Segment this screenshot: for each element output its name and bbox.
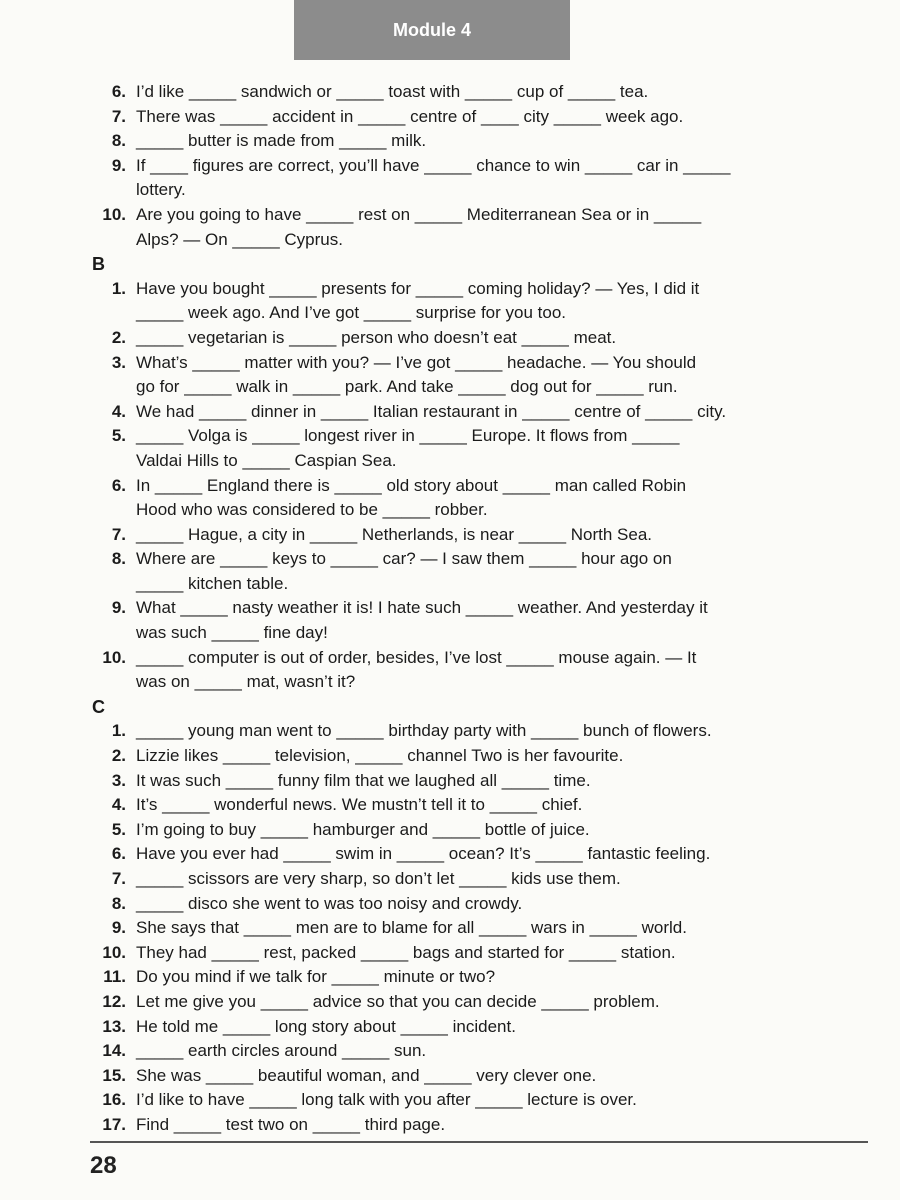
sentence-line: Lizzie likes _____ television, _____ channel Two is her favourite.	[136, 746, 624, 766]
sentence-line: She was _____ beautiful woman, and _____ very clever one.	[136, 1065, 597, 1085]
section-letter: B	[92, 254, 105, 275]
exercise-item	[90, 129, 850, 154]
item-sentence	[136, 1015, 850, 1040]
section-letter: C	[92, 696, 105, 717]
sentence-line: They had _____ rest, packed _____ bags and started for _____ station.	[136, 942, 676, 962]
item-number: 17.	[102, 1114, 126, 1134]
sentence-line: Are you going to have _____ rest on _____ Mediterranean Sea or in _____	[136, 204, 702, 224]
item-sentence	[136, 793, 850, 818]
item-number: 12.	[102, 991, 126, 1011]
exercise-item	[90, 793, 850, 818]
item-sentence	[136, 1039, 850, 1064]
sentence-line: was such _____ fine day!	[136, 623, 328, 643]
item-number: 9.	[111, 155, 126, 175]
exercise-item	[90, 1039, 850, 1064]
item-sentence	[136, 867, 850, 892]
exercise-item	[90, 474, 850, 523]
sentence-line: We had _____ dinner in _____ Italian restaurant in _____ centre of _____ city.	[136, 401, 727, 421]
sentence-line: Where are _____ keys to _____ car? — I saw them _____ hour ago on	[136, 549, 672, 569]
item-sentence	[136, 941, 850, 966]
sentence-line: I’d like to have _____ long talk with you after _____ lecture is over.	[136, 1090, 637, 1110]
item-sentence	[136, 203, 850, 252]
item-number: 14.	[102, 1041, 126, 1061]
item-number: 6.	[111, 82, 126, 101]
sentence-line: Find _____ test two on _____ third page.	[136, 1114, 446, 1134]
exercise-item	[90, 547, 850, 596]
item-number: 4.	[111, 795, 126, 815]
sentence-line: Let me give you _____ advice so that you can decide _____ problem.	[136, 991, 660, 1011]
item-sentence	[136, 547, 850, 596]
sentence-line: lottery.	[136, 180, 186, 200]
exercise-item	[90, 1064, 850, 1089]
item-sentence	[136, 80, 850, 105]
sentence-line: Do you mind if we talk for _____ minute or two?	[136, 967, 496, 987]
item-sentence	[136, 154, 850, 203]
exercise-item	[90, 1015, 850, 1040]
exercise-item	[90, 1088, 850, 1113]
exercise-item	[90, 1113, 850, 1138]
sentence-line: _____ scissors are very sharp, so don’t let _____ kids use them.	[136, 869, 621, 888]
item-sentence	[136, 596, 850, 645]
item-number: 7.	[111, 524, 126, 544]
module-header-tab	[294, 0, 570, 60]
module-title: Module 4	[392, 19, 471, 40]
footer-divider	[90, 1141, 868, 1143]
exercise-item	[90, 818, 850, 843]
item-number: 7.	[111, 106, 126, 126]
item-number: 2.	[111, 327, 126, 347]
item-number: 6.	[111, 475, 126, 495]
exercise-item	[90, 154, 850, 203]
sentence-line: Have you ever had _____ swim in _____ ocean? It’s _____ fantastic feeling.	[136, 844, 711, 864]
item-sentence	[136, 744, 850, 769]
sentence-line: I’d like _____ sandwich or _____ toast with _____ cup of _____ tea.	[136, 82, 649, 101]
sentence-line: _____ vegetarian is _____ person who doesn’t eat _____ meat.	[136, 327, 617, 347]
sentence-line: There was _____ accident in _____ centre of ____ city _____ week ago.	[136, 106, 684, 126]
sentence-line: _____ butter is made from _____ milk.	[136, 131, 427, 151]
exercise-item	[90, 769, 850, 794]
item-sentence	[136, 842, 850, 867]
sentence-line: It’s _____ wonderful news. We mustn’t tell it to _____ chief.	[136, 795, 583, 815]
item-number: 4.	[111, 401, 126, 421]
exercise-item	[90, 646, 850, 695]
item-number: 3.	[111, 770, 126, 790]
item-number: 7.	[111, 869, 126, 888]
exercise-item	[90, 965, 850, 990]
item-sentence	[136, 326, 850, 351]
item-sentence	[136, 474, 850, 523]
item-number: 10.	[102, 942, 126, 962]
item-sentence	[136, 1088, 850, 1113]
item-sentence	[136, 818, 850, 843]
sentence-line: She says that _____ men are to blame for all _____ wars in _____ world.	[136, 918, 687, 938]
sentence-line: was on _____ mat, wasn’t it?	[136, 672, 356, 692]
exercise-item	[90, 596, 850, 645]
sentence-line: _____ kitchen table.	[136, 573, 289, 593]
exercise-section	[90, 252, 850, 695]
item-number: 16.	[102, 1090, 126, 1110]
exercise-item	[90, 105, 850, 130]
exercise-item	[90, 326, 850, 351]
item-number: 9.	[111, 598, 126, 618]
item-number: 10.	[102, 204, 126, 224]
item-sentence	[136, 1064, 850, 1089]
sentence-line: What _____ nasty weather it is! I hate such _____ weather. And yesterday it	[136, 598, 708, 618]
item-sentence	[136, 719, 850, 744]
exercise-content	[90, 80, 850, 1138]
item-sentence	[136, 990, 850, 1015]
item-sentence	[136, 769, 850, 794]
sentence-line: _____ computer is out of order, besides, I’ve lost _____ mouse again. — It	[136, 647, 697, 667]
item-sentence	[136, 892, 850, 917]
item-sentence	[136, 646, 850, 695]
item-number: 8.	[111, 549, 126, 569]
sentence-line: Have you bought _____ presents for _____ coming holiday? — Yes, I did it	[136, 278, 700, 298]
item-number: 10.	[102, 647, 126, 667]
sentence-line: He told me _____ long story about _____ incident.	[136, 1016, 516, 1036]
sentence-line: _____ week ago. And I’ve got _____ surprise for you too.	[136, 303, 567, 323]
item-number: 11.	[103, 967, 126, 987]
item-sentence	[136, 916, 850, 941]
sentence-line: _____ young man went to _____ birthday party with _____ bunch of flowers.	[136, 721, 712, 741]
item-number: 3.	[111, 352, 126, 372]
item-sentence	[136, 129, 850, 154]
sentence-line: _____ Volga is _____ longest river in _____ Europe. It flows from _____	[136, 426, 680, 446]
item-number: 1.	[111, 721, 126, 741]
sentence-line: If ____ figures are correct, you’ll have _____ chance to win _____ car in _____	[136, 155, 731, 175]
exercise-item	[90, 277, 850, 326]
exercise-section	[90, 80, 850, 252]
item-number: 8.	[111, 893, 126, 913]
exercise-item	[90, 203, 850, 252]
item-sentence	[136, 351, 850, 400]
sentence-line: Valdai Hills to _____ Caspian Sea.	[136, 450, 397, 470]
sentence-line: It was such _____ funny film that we laughed all _____ time.	[136, 770, 591, 790]
sentence-line: _____ earth circles around _____ sun.	[136, 1041, 427, 1061]
sentence-line: In _____ England there is _____ old story about _____ man called Robin	[136, 475, 687, 495]
sentence-line: I’m going to buy _____ hamburger and _____ bottle of juice.	[136, 819, 590, 839]
exercise-item	[90, 400, 850, 425]
exercise-item	[90, 719, 850, 744]
item-sentence	[136, 1113, 850, 1138]
exercise-item	[90, 916, 850, 941]
item-sentence	[136, 105, 850, 130]
exercise-item	[90, 80, 850, 105]
exercise-section	[90, 695, 850, 1138]
sentence-line: Hood who was considered to be _____ robber.	[136, 500, 488, 520]
exercise-item	[90, 351, 850, 400]
item-number: 2.	[111, 746, 126, 766]
exercise-item	[90, 892, 850, 917]
sentence-line: _____ Hague, a city in _____ Netherlands, is near _____ North Sea.	[136, 524, 653, 544]
item-sentence	[136, 965, 850, 990]
item-number: 9.	[111, 918, 126, 938]
item-sentence	[136, 277, 850, 326]
item-sentence	[136, 523, 850, 548]
exercise-item	[90, 990, 850, 1015]
item-number: 15.	[102, 1065, 126, 1085]
exercise-item	[90, 523, 850, 548]
item-number: 13.	[102, 1016, 126, 1036]
item-number: 1.	[111, 278, 126, 298]
item-number: 5.	[111, 426, 126, 446]
item-number: 6.	[111, 844, 126, 864]
exercise-item	[90, 842, 850, 867]
item-sentence	[136, 424, 850, 473]
sentence-line: go for _____ walk in _____ park. And take _____ dog out for _____ run.	[136, 377, 678, 397]
item-number: 8.	[111, 131, 126, 151]
page-number: 28	[90, 1152, 117, 1179]
item-number: 5.	[111, 819, 126, 839]
sentence-line: Alps? — On _____ Cyprus.	[136, 229, 343, 249]
sentence-line: _____ disco she went to was too noisy and crowdy.	[136, 893, 523, 913]
exercise-item	[90, 867, 850, 892]
sentence-line: What’s _____ matter with you? — I’ve got _____ headache. — You should	[136, 352, 697, 372]
exercise-item	[90, 744, 850, 769]
item-sentence	[136, 400, 850, 425]
exercise-item	[90, 424, 850, 473]
exercise-item	[90, 941, 850, 966]
